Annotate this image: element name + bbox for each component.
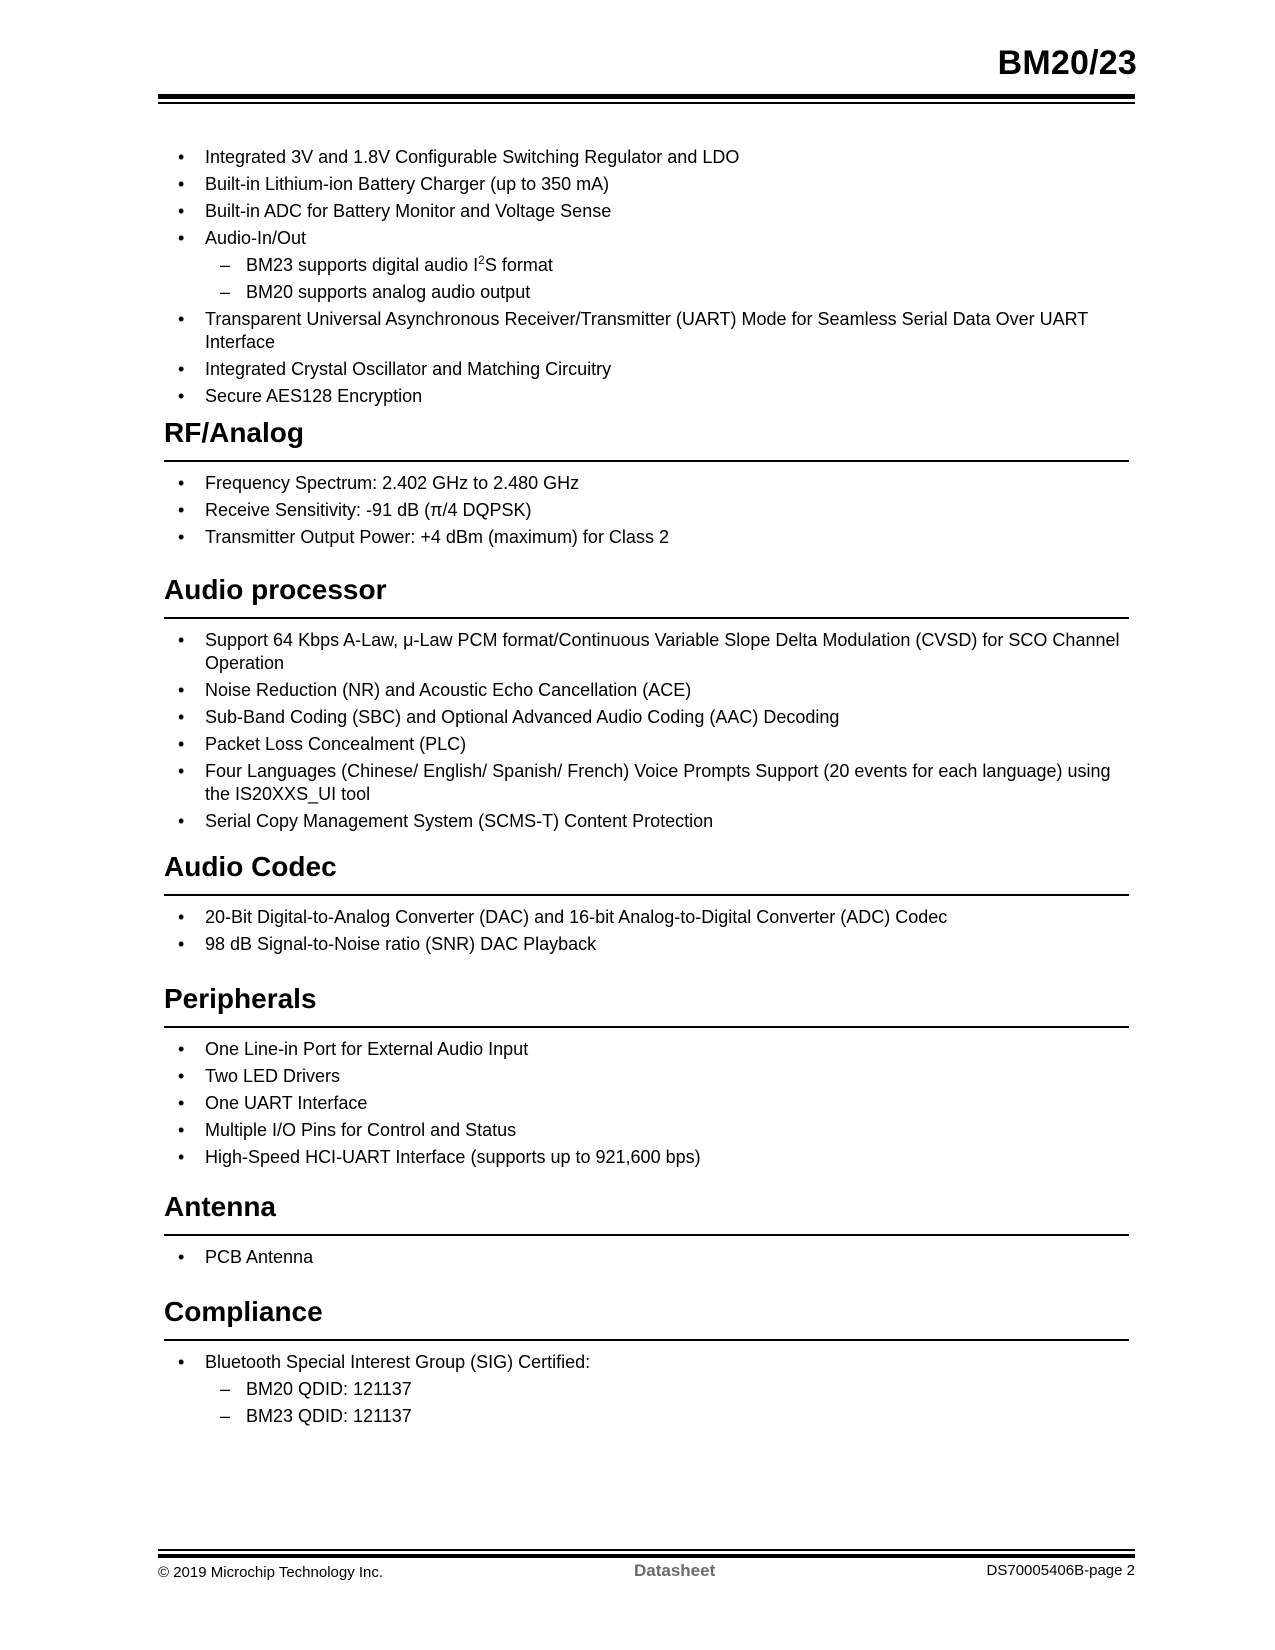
bullet-marker: • (178, 359, 185, 379)
list-item (164, 706, 1129, 729)
list-item (164, 810, 1129, 833)
sub-list-item (205, 254, 1144, 277)
intro-feature-list (164, 146, 1144, 412)
list-item (164, 679, 1129, 702)
list-item-text: One UART Interface (205, 1093, 368, 1113)
bullet-marker: • (178, 1066, 185, 1086)
section-antenna (164, 1190, 1129, 1273)
list-item (164, 1092, 1129, 1115)
list-item (164, 385, 1144, 408)
superscript: 2 (478, 253, 485, 267)
bullet-marker: • (178, 1247, 185, 1267)
bullet-marker: • (178, 811, 185, 831)
dash-marker: – (220, 255, 231, 275)
list-item (164, 200, 1144, 223)
section-heading: Audio processor (164, 573, 1129, 619)
dash-marker: – (220, 1379, 231, 1399)
footer-rule-thin (158, 1549, 1135, 1551)
list-item (164, 760, 1129, 806)
bullet-marker: • (178, 527, 185, 547)
bullet-marker: • (178, 309, 185, 329)
footer-doc-type: Datasheet (634, 1561, 716, 1580)
bullet-marker: • (178, 707, 185, 727)
footer-copyright: © 2019 Microchip Technology Inc. (158, 1564, 384, 1581)
sub-list-item (205, 1378, 1129, 1401)
bullet-marker: • (178, 1120, 185, 1140)
list-item (164, 146, 1144, 169)
bullet-marker: • (178, 1147, 185, 1167)
list-item (164, 526, 1129, 549)
list-item-text: Integrated 3V and 1.8V Configurable Switching Regulator and LDO (205, 147, 740, 167)
list-item-text: Support 64 Kbps A-Law, μ-Law PCM format/Continuous Variable Slope Delta Modulation (CVSD) for SCO Channel Operation (205, 630, 1120, 673)
sub-list-item (205, 281, 1144, 304)
bullet-marker: • (178, 680, 185, 700)
header-rule (158, 94, 1135, 99)
bullet-marker: • (178, 761, 185, 781)
list-item (164, 733, 1129, 756)
section-peripherals (164, 982, 1129, 1173)
bullet-marker: • (178, 500, 185, 520)
document-title: BM20/23 (997, 44, 1137, 82)
list-item-text: Built-in ADC for Battery Monitor and Voltage Sense (205, 201, 612, 221)
list-item-text: Secure AES128 Encryption (205, 386, 423, 406)
list-item-text: Multiple I/O Pins for Control and Status (205, 1120, 517, 1140)
bullet-marker: • (178, 934, 185, 954)
list-item-text: Frequency Spectrum: 2.402 GHz to 2.480 GHz (205, 473, 580, 493)
list-item-text: Sub-Band Coding (SBC) and Optional Advanced Audio Coding (AAC) Decoding (205, 707, 840, 727)
list-item (164, 1146, 1129, 1169)
list-item (164, 173, 1144, 196)
sub-item-text: BM20 supports analog audio output (246, 282, 531, 302)
footer-page-ref: DS70005406B-page 2 (986, 1562, 1135, 1579)
section-heading: Compliance (164, 1295, 1129, 1341)
bullet-marker: • (178, 473, 185, 493)
list-item (164, 1038, 1129, 1061)
sub-item-text-suffix: S format (484, 255, 553, 275)
list-item (164, 1351, 1129, 1428)
bullet-marker: • (178, 1093, 185, 1113)
list-item (164, 1119, 1129, 1142)
sub-item-text: BM20 QDID: 121137 (246, 1379, 412, 1399)
section-rf-analog (164, 416, 1129, 553)
list-item-text: Transmitter Output Power: +4 dBm (maximum) for Class 2 (205, 527, 669, 547)
section-heading: RF/Analog (164, 416, 1129, 462)
list-item (164, 499, 1129, 522)
section-compliance (164, 1295, 1129, 1432)
sub-item-text: BM23 supports digital audio I (246, 255, 479, 275)
list-item-text: Two LED Drivers (205, 1066, 341, 1086)
list-item-text: 98 dB Signal-to-Noise ratio (SNR) DAC Playback (205, 934, 597, 954)
section-heading: Audio Codec (164, 850, 1129, 896)
list-item (164, 358, 1144, 381)
dash-marker: – (220, 1406, 231, 1426)
bullet-marker: • (178, 147, 185, 167)
list-item (164, 308, 1144, 354)
sub-list-item (205, 1405, 1129, 1428)
header-rule-thin (158, 102, 1135, 104)
list-item (164, 1246, 1129, 1269)
section-heading: Peripherals (164, 982, 1129, 1028)
bullet-marker: • (178, 734, 185, 754)
list-item (164, 933, 1129, 956)
bullet-marker: • (178, 907, 185, 927)
bullet-marker: • (178, 1352, 185, 1372)
list-item (164, 227, 1144, 304)
list-item (164, 1065, 1129, 1088)
sub-list (205, 254, 1144, 304)
sub-item-text: BM23 QDID: 121137 (246, 1406, 412, 1426)
bullet-marker: • (178, 630, 185, 650)
list-item-text: Packet Loss Concealment (PLC) (205, 734, 467, 754)
bullet-marker: • (178, 228, 185, 248)
list-item-text: Four Languages (Chinese/ English/ Spanish/ French) Voice Prompts Support (20 events for each language) using the IS20XXS_UI tool (205, 761, 1111, 804)
list-item-text: Receive Sensitivity: -91 dB (π/4 DQPSK) (205, 500, 532, 520)
sub-list (205, 1378, 1129, 1428)
dash-marker: – (220, 282, 231, 302)
section-audio-processor (164, 573, 1129, 837)
list-item-text: PCB Antenna (205, 1247, 314, 1267)
list-item-text: Bluetooth Special Interest Group (SIG) Certified: (205, 1352, 591, 1372)
list-item-text: One Line-in Port for External Audio Input (205, 1039, 529, 1059)
list-item-text: Built-in Lithium-ion Battery Charger (up to 350 mA) (205, 174, 610, 194)
footer-rule (158, 1554, 1135, 1558)
list-item-text: Noise Reduction (NR) and Acoustic Echo Cancellation (ACE) (205, 680, 692, 700)
list-item-text: Serial Copy Management System (SCMS-T) Content Protection (205, 811, 714, 831)
list-item-text: Audio-In/Out (205, 228, 307, 248)
bullet-marker: • (178, 174, 185, 194)
list-item (164, 472, 1129, 495)
list-item-text: Transparent Universal Asynchronous Receiver/Transmitter (UART) Mode for Seamless Serial Data Over UART Interface (205, 309, 1088, 352)
section-heading: Antenna (164, 1190, 1129, 1236)
list-item (164, 629, 1129, 675)
bullet-marker: • (178, 201, 185, 221)
list-item-text: Integrated Crystal Oscillator and Matching Circuitry (205, 359, 612, 379)
list-item (164, 906, 1129, 929)
list-item-text: 20-Bit Digital-to-Analog Converter (DAC) and 16-bit Analog-to-Digital Converter (ADC) Codec (205, 907, 948, 927)
list-item-text: High-Speed HCI-UART Interface (supports up to 921,600 bps) (205, 1147, 701, 1167)
section-audio-codec (164, 850, 1129, 960)
bullet-marker: • (178, 386, 185, 406)
bullet-marker: • (178, 1039, 185, 1059)
